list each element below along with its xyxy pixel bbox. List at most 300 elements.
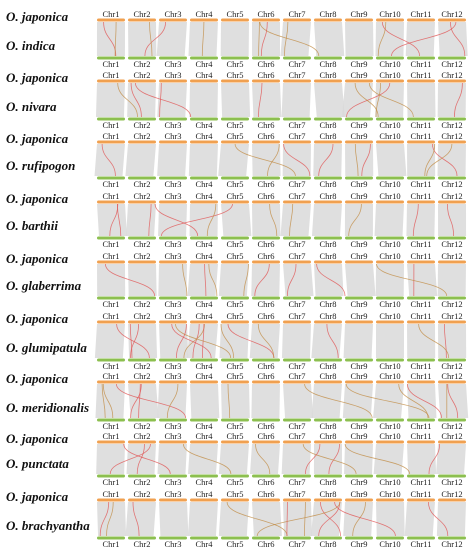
compared-chromosome-label: Chr7 bbox=[288, 421, 306, 431]
reference-chromosome-label: Chr6 bbox=[257, 70, 275, 80]
compared-chromosome-label: Chr12 bbox=[441, 361, 463, 371]
synteny-block bbox=[219, 444, 249, 474]
compared-chromosome-label: Chr4 bbox=[195, 299, 213, 309]
compared-chromosome-label: Chr2 bbox=[133, 421, 151, 431]
reference-chromosome-label: Chr2 bbox=[133, 191, 151, 201]
reference-chromosome-label: Chr12 bbox=[441, 371, 463, 381]
reference-chromosome-label: Chr11 bbox=[410, 251, 432, 261]
reference-chromosome-label: Chr4 bbox=[195, 489, 213, 499]
compared-chromosome-label: Chr9 bbox=[350, 299, 368, 309]
reference-chromosome-label: Chr9 bbox=[350, 251, 368, 261]
compared-chromosome-label: Chr5 bbox=[226, 179, 244, 189]
reference-chromosome-label: Chr3 bbox=[164, 131, 182, 141]
reference-chromosome-label: Chr5 bbox=[226, 489, 244, 499]
reference-species-label: O. japonica bbox=[6, 131, 69, 146]
reference-chromosome-label: Chr5 bbox=[226, 311, 244, 321]
compared-species-label: O. rufipogon bbox=[6, 158, 76, 173]
synteny-block bbox=[283, 384, 313, 418]
reference-chromosome-label: Chr10 bbox=[379, 9, 401, 19]
compared-chromosome-label: Chr12 bbox=[441, 179, 463, 189]
compared-chromosome-label: Chr1 bbox=[102, 539, 120, 549]
compared-chromosome-label: Chr12 bbox=[441, 59, 463, 69]
synteny-block bbox=[221, 83, 250, 117]
compared-chromosome-label: Chr8 bbox=[319, 120, 337, 130]
compared-chromosome-label: Chr6 bbox=[257, 59, 275, 69]
compared-chromosome-label: Chr2 bbox=[133, 239, 151, 249]
reference-chromosome-label: Chr7 bbox=[288, 489, 306, 499]
compared-chromosome-label: Chr6 bbox=[257, 361, 275, 371]
reference-species-label: O. japonica bbox=[6, 431, 69, 446]
compared-chromosome-label: Chr12 bbox=[441, 421, 463, 431]
synteny-block bbox=[314, 83, 345, 117]
compared-chromosome-label: Chr12 bbox=[441, 539, 463, 549]
compared-chromosome-label: Chr4 bbox=[195, 477, 213, 487]
reference-chromosome-label: Chr1 bbox=[102, 431, 120, 441]
synteny-block bbox=[375, 83, 404, 117]
reference-chromosome-label: Chr1 bbox=[102, 251, 120, 261]
synteny-block bbox=[438, 144, 466, 176]
synteny-block bbox=[343, 502, 373, 536]
synteny-block bbox=[189, 83, 218, 117]
reference-chromosome-label: Chr7 bbox=[288, 191, 306, 201]
compared-chromosome-label: Chr8 bbox=[319, 239, 337, 249]
reference-chromosome-label: Chr12 bbox=[441, 9, 463, 19]
synteny-block bbox=[282, 324, 311, 358]
compared-chromosome-label: Chr7 bbox=[288, 299, 306, 309]
compared-chromosome-label: Chr11 bbox=[410, 299, 432, 309]
compared-chromosome-label: Chr1 bbox=[102, 239, 120, 249]
compared-chromosome-label: Chr4 bbox=[195, 59, 213, 69]
reference-chromosome-label: Chr9 bbox=[350, 131, 368, 141]
synteny-block bbox=[250, 444, 280, 474]
reference-chromosome-label: Chr10 bbox=[379, 70, 401, 80]
compared-chromosome-label: Chr3 bbox=[164, 299, 182, 309]
reference-chromosome-label: Chr12 bbox=[441, 70, 463, 80]
compared-chromosome-label: Chr2 bbox=[133, 539, 151, 549]
reference-chromosome-label: Chr11 bbox=[410, 311, 432, 321]
reference-chromosome-label: Chr4 bbox=[195, 311, 213, 321]
compared-species-label: O. nivara bbox=[6, 99, 57, 114]
compared-species-label: O. glaberrima bbox=[6, 278, 82, 293]
synteny-block bbox=[252, 83, 281, 117]
reference-species-label: O. japonica bbox=[6, 191, 69, 206]
reference-chromosome-label: Chr7 bbox=[288, 251, 306, 261]
synteny-block bbox=[314, 444, 342, 474]
reference-chromosome-label: Chr2 bbox=[133, 371, 151, 381]
reference-chromosome-label: Chr3 bbox=[164, 191, 182, 201]
compared-chromosome-label: Chr11 bbox=[410, 120, 432, 130]
synteny-block bbox=[314, 22, 344, 56]
compared-chromosome-label: Chr9 bbox=[350, 59, 368, 69]
compared-chromosome-label: Chr2 bbox=[133, 120, 151, 130]
reference-chromosome-label: Chr10 bbox=[379, 489, 401, 499]
reference-chromosome-label: Chr1 bbox=[102, 489, 120, 499]
reference-chromosome-label: Chr2 bbox=[133, 431, 151, 441]
reference-chromosome-label: Chr4 bbox=[195, 191, 213, 201]
reference-chromosome-label: Chr9 bbox=[350, 9, 368, 19]
reference-chromosome-label: Chr6 bbox=[257, 431, 275, 441]
compared-chromosome-label: Chr6 bbox=[257, 179, 275, 189]
synteny-block bbox=[375, 22, 404, 56]
synteny-block bbox=[159, 502, 188, 536]
compared-chromosome-label: Chr7 bbox=[288, 361, 306, 371]
reference-chromosome-label: Chr7 bbox=[288, 70, 306, 80]
reference-chromosome-label: Chr8 bbox=[319, 131, 337, 141]
synteny-block bbox=[280, 22, 311, 56]
compared-chromosome-label: Chr10 bbox=[379, 120, 401, 130]
reference-chromosome-label: Chr3 bbox=[164, 70, 182, 80]
synteny-block bbox=[94, 144, 125, 176]
synteny-block bbox=[282, 83, 311, 117]
reference-species-label: O. japonica bbox=[6, 70, 69, 85]
compared-chromosome-label: Chr9 bbox=[350, 539, 368, 549]
reference-species-label: O. japonica bbox=[6, 9, 69, 24]
compared-chromosome-label: Chr8 bbox=[319, 179, 337, 189]
reference-chromosome-label: Chr11 bbox=[410, 131, 432, 141]
synteny-block bbox=[95, 384, 125, 418]
reference-species-label: O. japonica bbox=[6, 489, 69, 504]
synteny-block bbox=[125, 144, 156, 176]
compared-chromosome-label: Chr2 bbox=[133, 299, 151, 309]
reference-chromosome-label: Chr10 bbox=[379, 131, 401, 141]
reference-chromosome-label: Chr5 bbox=[226, 371, 244, 381]
synteny-block bbox=[219, 264, 249, 296]
compared-chromosome-label: Chr3 bbox=[164, 361, 182, 371]
compared-chromosome-label: Chr7 bbox=[288, 477, 306, 487]
compared-chromosome-label: Chr8 bbox=[319, 59, 337, 69]
reference-chromosome-label: Chr4 bbox=[195, 131, 213, 141]
reference-chromosome-label: Chr5 bbox=[226, 251, 244, 261]
reference-chromosome-label: Chr7 bbox=[288, 431, 306, 441]
reference-chromosome-label: Chr12 bbox=[441, 131, 463, 141]
reference-chromosome-label: Chr4 bbox=[195, 70, 213, 80]
reference-chromosome-label: Chr12 bbox=[441, 251, 463, 261]
synteny-block bbox=[376, 502, 405, 536]
synteny-block bbox=[406, 204, 435, 236]
compared-chromosome-label: Chr4 bbox=[195, 179, 213, 189]
compared-chromosome-label: Chr9 bbox=[350, 477, 368, 487]
compared-chromosome-label: Chr5 bbox=[226, 120, 244, 130]
reference-chromosome-label: Chr8 bbox=[319, 70, 337, 80]
compared-chromosome-label: Chr7 bbox=[288, 539, 306, 549]
reference-chromosome-label: Chr10 bbox=[379, 431, 401, 441]
compared-chromosome-label: Chr1 bbox=[102, 421, 120, 431]
compared-chromosome-label: Chr5 bbox=[226, 421, 244, 431]
compared-chromosome-label: Chr6 bbox=[257, 239, 275, 249]
reference-chromosome-label: Chr2 bbox=[133, 311, 151, 321]
synteny-block bbox=[128, 384, 159, 418]
synteny-block bbox=[407, 384, 436, 418]
compared-chromosome-label: Chr7 bbox=[288, 120, 306, 130]
synteny-block bbox=[407, 144, 435, 176]
synteny-block bbox=[406, 22, 435, 56]
synteny-block bbox=[190, 384, 219, 418]
reference-chromosome-label: Chr2 bbox=[133, 489, 151, 499]
synteny-block bbox=[190, 204, 218, 236]
compared-chromosome-label: Chr4 bbox=[195, 421, 213, 431]
compared-species-label: O. brachyantha bbox=[6, 518, 90, 533]
synteny-block bbox=[407, 83, 436, 117]
compared-chromosome-label: Chr3 bbox=[164, 120, 182, 130]
reference-chromosome-label: Chr6 bbox=[257, 371, 275, 381]
reference-chromosome-label: Chr2 bbox=[133, 70, 151, 80]
compared-chromosome-label: Chr5 bbox=[226, 239, 244, 249]
compared-chromosome-label: Chr12 bbox=[441, 120, 463, 130]
reference-chromosome-label: Chr4 bbox=[195, 9, 213, 19]
reference-chromosome-label: Chr12 bbox=[441, 489, 463, 499]
compared-chromosome-label: Chr8 bbox=[319, 299, 337, 309]
reference-chromosome-label: Chr11 bbox=[410, 191, 432, 201]
compared-chromosome-label: Chr3 bbox=[164, 179, 182, 189]
reference-chromosome-label: Chr7 bbox=[288, 9, 306, 19]
reference-chromosome-label: Chr11 bbox=[410, 9, 432, 19]
synteny-block bbox=[344, 324, 373, 358]
compared-chromosome-label: Chr12 bbox=[441, 477, 463, 487]
reference-chromosome-label: Chr2 bbox=[133, 9, 151, 19]
compared-chromosome-label: Chr6 bbox=[257, 421, 275, 431]
synteny-block bbox=[438, 264, 466, 296]
synteny-block bbox=[376, 144, 406, 176]
synteny-block bbox=[437, 502, 466, 536]
synteny-block bbox=[97, 22, 125, 56]
reference-chromosome-label: Chr6 bbox=[257, 251, 275, 261]
reference-chromosome-label: Chr1 bbox=[102, 131, 120, 141]
synteny-block bbox=[188, 264, 218, 296]
compared-chromosome-label: Chr11 bbox=[410, 421, 432, 431]
synteny-block bbox=[218, 144, 249, 176]
compared-chromosome-label: Chr6 bbox=[257, 477, 275, 487]
compared-chromosome-label: Chr11 bbox=[410, 59, 432, 69]
synteny-block bbox=[438, 204, 466, 236]
synteny-block bbox=[313, 144, 342, 176]
compared-chromosome-label: Chr11 bbox=[410, 239, 432, 249]
synteny-block bbox=[312, 204, 342, 236]
reference-chromosome-label: Chr1 bbox=[102, 191, 120, 201]
reference-chromosome-label: Chr10 bbox=[379, 191, 401, 201]
synteny-block bbox=[97, 204, 127, 236]
reference-chromosome-label: Chr1 bbox=[102, 371, 120, 381]
reference-chromosome-label: Chr6 bbox=[257, 9, 275, 19]
synteny-block bbox=[345, 144, 373, 176]
reference-chromosome-label: Chr6 bbox=[257, 311, 275, 321]
compared-chromosome-label: Chr8 bbox=[319, 361, 337, 371]
compared-chromosome-label: Chr1 bbox=[102, 59, 120, 69]
synteny-block bbox=[158, 204, 187, 236]
reference-chromosome-label: Chr7 bbox=[288, 311, 306, 321]
compared-species-label: O. indica bbox=[6, 38, 56, 53]
compared-chromosome-label: Chr8 bbox=[319, 421, 337, 431]
synteny-block bbox=[221, 384, 250, 418]
synteny-block bbox=[343, 384, 373, 418]
compared-chromosome-label: Chr1 bbox=[102, 361, 120, 371]
compared-species-label: O. glumipatula bbox=[6, 340, 87, 355]
compared-chromosome-label: Chr5 bbox=[226, 539, 244, 549]
synteny-block bbox=[221, 204, 251, 236]
compared-chromosome-label: Chr11 bbox=[410, 179, 432, 189]
synteny-block bbox=[345, 22, 374, 56]
synteny-block bbox=[344, 444, 373, 474]
compared-chromosome-label: Chr3 bbox=[164, 539, 182, 549]
compared-chromosome-label: Chr2 bbox=[133, 477, 151, 487]
synteny-block bbox=[126, 204, 156, 236]
reference-chromosome-label: Chr5 bbox=[226, 191, 244, 201]
reference-chromosome-label: Chr8 bbox=[319, 191, 337, 201]
compared-chromosome-label: Chr8 bbox=[319, 477, 337, 487]
synteny-block bbox=[96, 444, 125, 474]
synteny-block bbox=[157, 444, 187, 474]
synteny-block bbox=[407, 444, 436, 474]
reference-chromosome-label: Chr10 bbox=[379, 311, 401, 321]
compared-chromosome-label: Chr6 bbox=[257, 539, 275, 549]
reference-chromosome-label: Chr1 bbox=[102, 9, 120, 19]
compared-chromosome-label: Chr2 bbox=[133, 361, 151, 371]
compared-chromosome-label: Chr5 bbox=[226, 477, 244, 487]
synteny-block bbox=[219, 502, 249, 536]
synteny-block bbox=[159, 324, 188, 358]
synteny-block bbox=[281, 204, 311, 236]
reference-chromosome-label: Chr9 bbox=[350, 70, 368, 80]
reference-chromosome-label: Chr1 bbox=[102, 311, 120, 321]
compared-chromosome-label: Chr1 bbox=[102, 477, 120, 487]
compared-chromosome-label: Chr10 bbox=[379, 239, 401, 249]
compared-chromosome-label: Chr12 bbox=[441, 299, 463, 309]
reference-chromosome-label: Chr3 bbox=[164, 311, 182, 321]
compared-chromosome-label: Chr10 bbox=[379, 421, 401, 431]
synteny-block bbox=[375, 204, 404, 236]
reference-chromosome-label: Chr4 bbox=[195, 431, 213, 441]
reference-chromosome-label: Chr9 bbox=[350, 489, 368, 499]
reference-chromosome-label: Chr5 bbox=[226, 9, 244, 19]
synteny-block bbox=[438, 324, 466, 358]
reference-chromosome-label: Chr12 bbox=[441, 311, 463, 321]
synteny-block bbox=[97, 264, 125, 296]
compared-chromosome-label: Chr12 bbox=[441, 239, 463, 249]
reference-chromosome-label: Chr8 bbox=[319, 251, 337, 261]
reference-chromosome-label: Chr3 bbox=[164, 489, 182, 499]
synteny-block bbox=[157, 144, 187, 176]
compared-species-label: O. meridionalis bbox=[6, 400, 90, 415]
compared-chromosome-label: Chr10 bbox=[379, 361, 401, 371]
synteny-block bbox=[252, 22, 280, 56]
reference-chromosome-label: Chr2 bbox=[133, 251, 151, 261]
reference-chromosome-label: Chr10 bbox=[379, 251, 401, 261]
compared-chromosome-label: Chr3 bbox=[164, 421, 182, 431]
compared-chromosome-label: Chr11 bbox=[410, 539, 432, 549]
synteny-block bbox=[126, 502, 156, 536]
synteny-block bbox=[97, 502, 126, 536]
compared-chromosome-label: Chr1 bbox=[102, 179, 120, 189]
synteny-block bbox=[376, 264, 404, 296]
compared-chromosome-label: Chr9 bbox=[350, 120, 368, 130]
reference-chromosome-label: Chr3 bbox=[164, 9, 182, 19]
compared-chromosome-label: Chr9 bbox=[350, 361, 368, 371]
reference-chromosome-label: Chr2 bbox=[133, 131, 151, 141]
reference-chromosome-label: Chr6 bbox=[257, 131, 275, 141]
synteny-block bbox=[250, 324, 280, 358]
reference-chromosome-label: Chr4 bbox=[195, 251, 213, 261]
compared-chromosome-label: Chr3 bbox=[164, 59, 182, 69]
synteny-block bbox=[157, 22, 187, 56]
reference-chromosome-label: Chr11 bbox=[410, 371, 432, 381]
compared-chromosome-label: Chr4 bbox=[195, 361, 213, 371]
compared-chromosome-label: Chr11 bbox=[410, 361, 432, 371]
reference-chromosome-label: Chr7 bbox=[288, 371, 306, 381]
compared-chromosome-label: Chr1 bbox=[102, 299, 120, 309]
compared-chromosome-label: Chr9 bbox=[350, 421, 368, 431]
reference-species-label: O. japonica bbox=[6, 311, 69, 326]
compared-chromosome-label: Chr3 bbox=[164, 477, 182, 487]
synteny-block bbox=[345, 264, 376, 296]
compared-chromosome-label: Chr10 bbox=[379, 179, 401, 189]
compared-chromosome-label: Chr10 bbox=[379, 59, 401, 69]
reference-chromosome-label: Chr8 bbox=[319, 9, 337, 19]
synteny-block bbox=[407, 324, 435, 358]
reference-chromosome-label: Chr9 bbox=[350, 371, 368, 381]
reference-chromosome-label: Chr11 bbox=[410, 70, 432, 80]
synteny-block bbox=[438, 22, 468, 56]
reference-chromosome-label: Chr8 bbox=[319, 431, 337, 441]
reference-chromosome-label: Chr8 bbox=[319, 311, 337, 321]
reference-chromosome-label: Chr3 bbox=[164, 431, 182, 441]
synteny-block bbox=[376, 324, 404, 358]
compared-chromosome-label: Chr5 bbox=[226, 361, 244, 371]
synteny-block bbox=[219, 324, 249, 358]
reference-chromosome-label: Chr8 bbox=[319, 371, 337, 381]
compared-chromosome-label: Chr3 bbox=[164, 239, 182, 249]
compared-chromosome-label: Chr7 bbox=[288, 239, 306, 249]
reference-chromosome-label: Chr12 bbox=[441, 191, 463, 201]
compared-chromosome-label: Chr7 bbox=[288, 59, 306, 69]
reference-chromosome-label: Chr5 bbox=[226, 70, 244, 80]
reference-chromosome-label: Chr10 bbox=[379, 371, 401, 381]
synteny-block bbox=[221, 22, 249, 56]
compared-chromosome-label: Chr5 bbox=[226, 299, 244, 309]
reference-chromosome-label: Chr4 bbox=[195, 371, 213, 381]
synteny-block bbox=[95, 324, 125, 358]
compared-chromosome-label: Chr1 bbox=[102, 120, 120, 130]
synteny-block bbox=[188, 502, 218, 536]
synteny-block bbox=[405, 502, 435, 536]
reference-chromosome-label: Chr11 bbox=[410, 431, 432, 441]
compared-chromosome-label: Chr10 bbox=[379, 299, 401, 309]
compared-chromosome-label: Chr5 bbox=[226, 59, 244, 69]
reference-chromosome-label: Chr8 bbox=[319, 489, 337, 499]
reference-chromosome-label: Chr9 bbox=[350, 191, 368, 201]
compared-species-label: O. punctata bbox=[6, 456, 69, 471]
synteny-block bbox=[282, 444, 311, 474]
synteny-block bbox=[96, 83, 125, 117]
reference-chromosome-label: Chr1 bbox=[102, 70, 120, 80]
compared-chromosome-label: Chr9 bbox=[350, 179, 368, 189]
compared-chromosome-label: Chr4 bbox=[195, 539, 213, 549]
compared-chromosome-label: Chr10 bbox=[379, 539, 401, 549]
compared-chromosome-label: Chr4 bbox=[195, 239, 213, 249]
compared-chromosome-label: Chr9 bbox=[350, 239, 368, 249]
reference-chromosome-label: Chr7 bbox=[288, 131, 306, 141]
compared-chromosome-label: Chr4 bbox=[195, 120, 213, 130]
reference-chromosome-label: Chr6 bbox=[257, 489, 275, 499]
synteny-block bbox=[189, 144, 218, 176]
reference-chromosome-label: Chr3 bbox=[164, 371, 182, 381]
reference-species-label: O. japonica bbox=[6, 251, 69, 266]
compared-chromosome-label: Chr6 bbox=[257, 120, 275, 130]
compared-chromosome-label: Chr11 bbox=[410, 477, 432, 487]
compared-chromosome-label: Chr7 bbox=[288, 179, 306, 189]
reference-chromosome-label: Chr5 bbox=[226, 431, 244, 441]
reference-chromosome-label: Chr11 bbox=[410, 489, 432, 499]
reference-chromosome-label: Chr6 bbox=[257, 191, 275, 201]
reference-chromosome-label: Chr5 bbox=[226, 131, 244, 141]
